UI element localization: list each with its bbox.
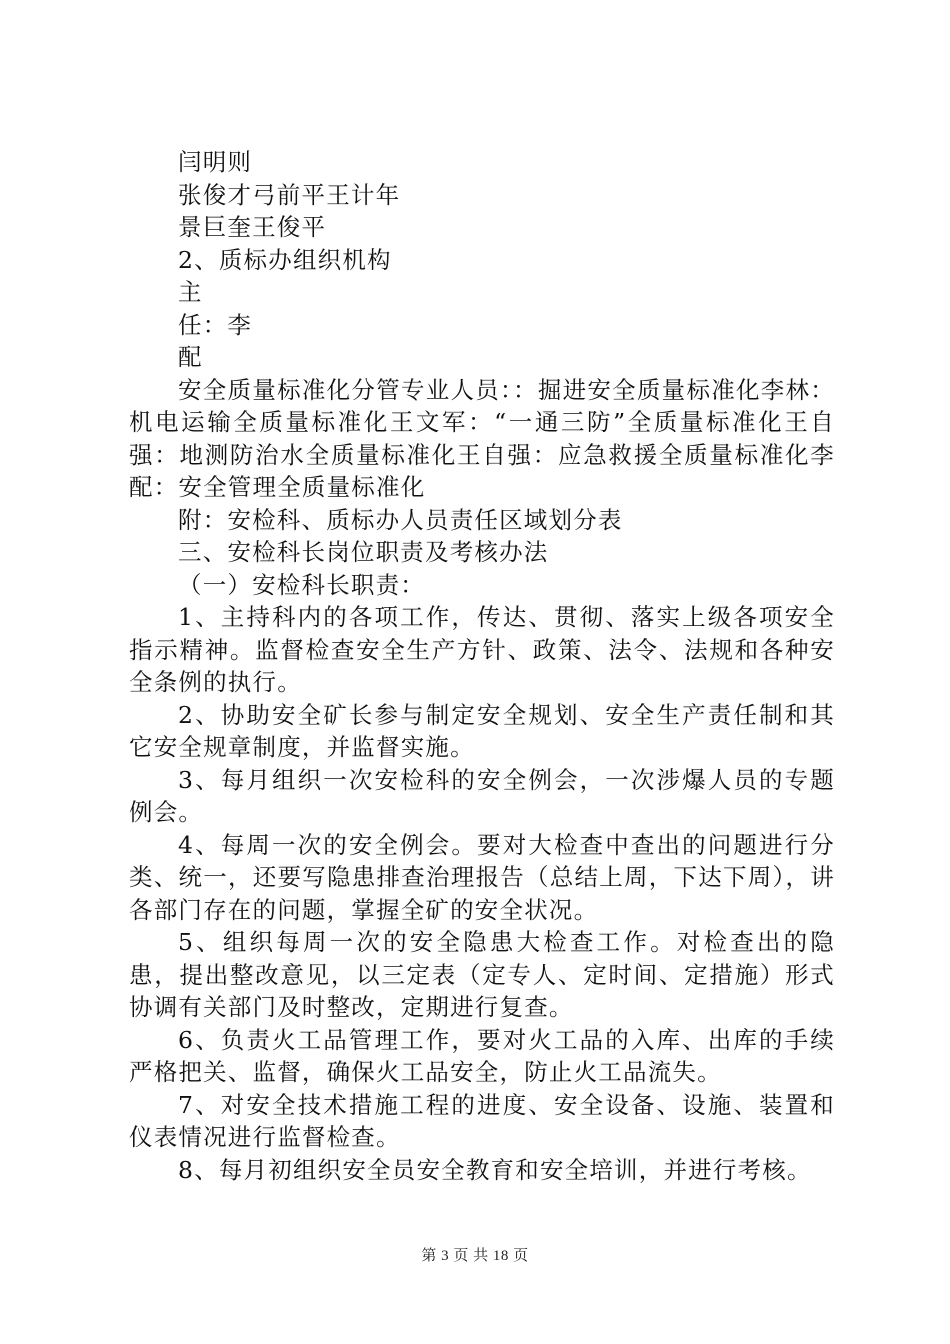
list-item: 1、主持科内的各项工作，传达、贯彻、落实上级各项安全指示精神。监督检查安全生产方针、政策、法令、法规和各种安全条例的执行。	[129, 603, 835, 696]
paragraph: 附：安检科、质标办人员责任区域划分表	[178, 505, 623, 534]
section-heading: 三、安检科长岗位职责及考核办法	[178, 538, 549, 566]
list-item: 3、每月组织一次安检科的安全例会，一次涉爆人员的专题例会。	[129, 765, 835, 826]
list-item: 8、每月初组织安全员安全教育和安全培训，并进行考核。	[178, 1155, 812, 1184]
subsection-heading: （一）安检科长职责：	[178, 570, 425, 599]
text-line: 景巨奎王俊平	[178, 213, 327, 241]
text-line: 闫明则	[178, 148, 253, 176]
list-item: 2、协助安全矿长参与制定安全规划、安全生产责任制和其它安全规章制度，并监督实施。	[129, 700, 835, 761]
section-heading: 2、质标办组织机构	[178, 245, 392, 274]
paragraph: 安全质量标准化分管专业人员：：掘进安全质量标准化李林：机电运输全质量标准化王文军：“一通三防”全质量标准化王自强：地测防治水全质量标准化王自强：应急救援全质量标准化李配：安全管理全质量标准化	[129, 375, 835, 501]
text-line: 任：李	[178, 310, 253, 339]
list-item: 6、负责火工品管理工作，要对火工品的入库、出库的手续严格把关、监督，确保火工品安全，防止火工品流失。	[129, 1025, 835, 1086]
list-item: 5、组织每周一次的安全隐患大检查工作。对检查出的隐患，提出整改意见，以三定表（定专人、定时间、定措施）形式协调有关部门及时整改，定期进行复查。	[129, 928, 835, 1021]
text-line: 主	[178, 278, 203, 306]
text-line: 张俊才弓前平王计年	[178, 180, 401, 209]
text-line: 配	[178, 343, 203, 371]
list-item: 4、每周一次的安全例会。要对大检查中查出的问题进行分类、统一，还要写隐患排查治理报告（总结上周，下达下周），讲各部门存在的问题，掌握全矿的安全状况。	[129, 830, 835, 924]
list-item: 7、对安全技术措施工程的进度、安全设备、设施、装置和仪表情况进行监督检查。	[129, 1090, 835, 1151]
document-body	[129, 146, 835, 1186]
page-number-footer: 第 3 页 共 18 页	[421, 1248, 529, 1264]
